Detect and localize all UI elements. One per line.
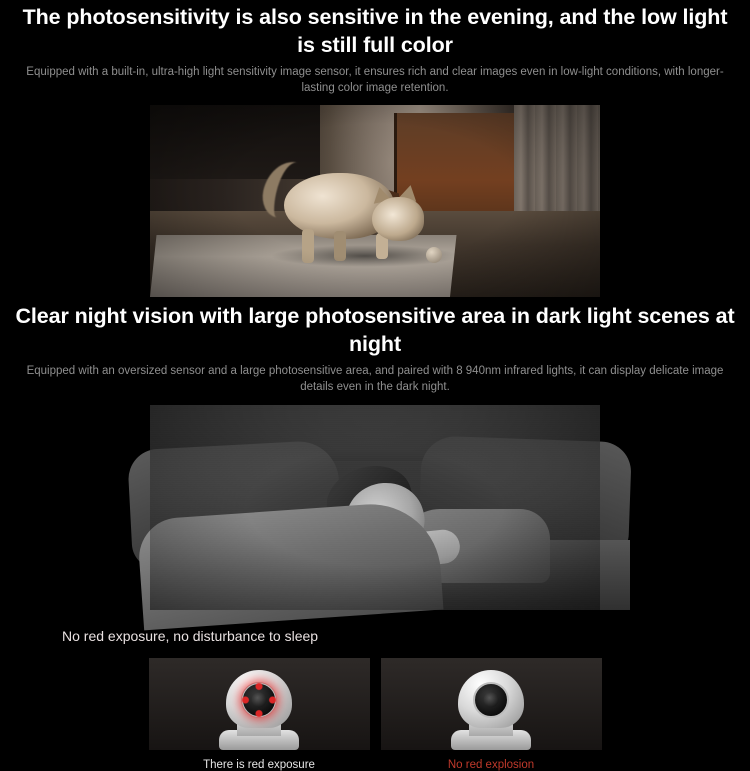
section-1-title: The photosensitivity is also sensitive in the evening, and the low light is still full color <box>22 5 728 57</box>
section-low-light <box>0 0 750 297</box>
comparison-panel-red-exposure <box>149 658 370 771</box>
camera-without-red-ir-image <box>381 658 602 750</box>
comparison-label-no-red: No red explosion <box>447 759 535 771</box>
camera-lens-core <box>252 693 267 708</box>
comparison-panel-no-red <box>381 658 602 771</box>
section-1-image-wrap <box>0 96 750 297</box>
security-camera-icon <box>445 670 537 750</box>
vignette <box>150 105 600 297</box>
camera-lens-core <box>484 693 499 708</box>
section-2-subtitle: Equipped with an oversized sensor and a large photosensitive area, and paired with 8 940nm infrared lights, it can display delicate image details even in the dark night. <box>26 365 724 393</box>
security-camera-icon <box>213 670 305 750</box>
no-red-exposure-caption: No red exposure, no disturbance to sleep <box>62 628 319 645</box>
camera-lens <box>473 682 509 718</box>
section-2-title: Clear night vision with large photosensitive area in dark light scenes at night <box>15 304 735 356</box>
comparison-label-red: There is red exposure <box>203 759 315 771</box>
comparison-row <box>0 658 750 771</box>
camera-lens <box>241 682 277 718</box>
camera-dome <box>226 670 292 728</box>
night-vision-photo <box>150 405 600 610</box>
section-1-subtitle: Equipped with a built-in, ultra-high light sensitivity image sensor, it ensures rich and clear images even in low-light conditions, with longer-lasting color image retention. <box>26 66 724 94</box>
section-2-image-wrap <box>0 395 750 610</box>
low-light-cat-photo <box>150 105 600 297</box>
camera-with-red-ir-image <box>149 658 370 750</box>
vignette <box>150 405 600 610</box>
section-night-vision <box>0 297 750 610</box>
camera-dome <box>458 670 524 728</box>
